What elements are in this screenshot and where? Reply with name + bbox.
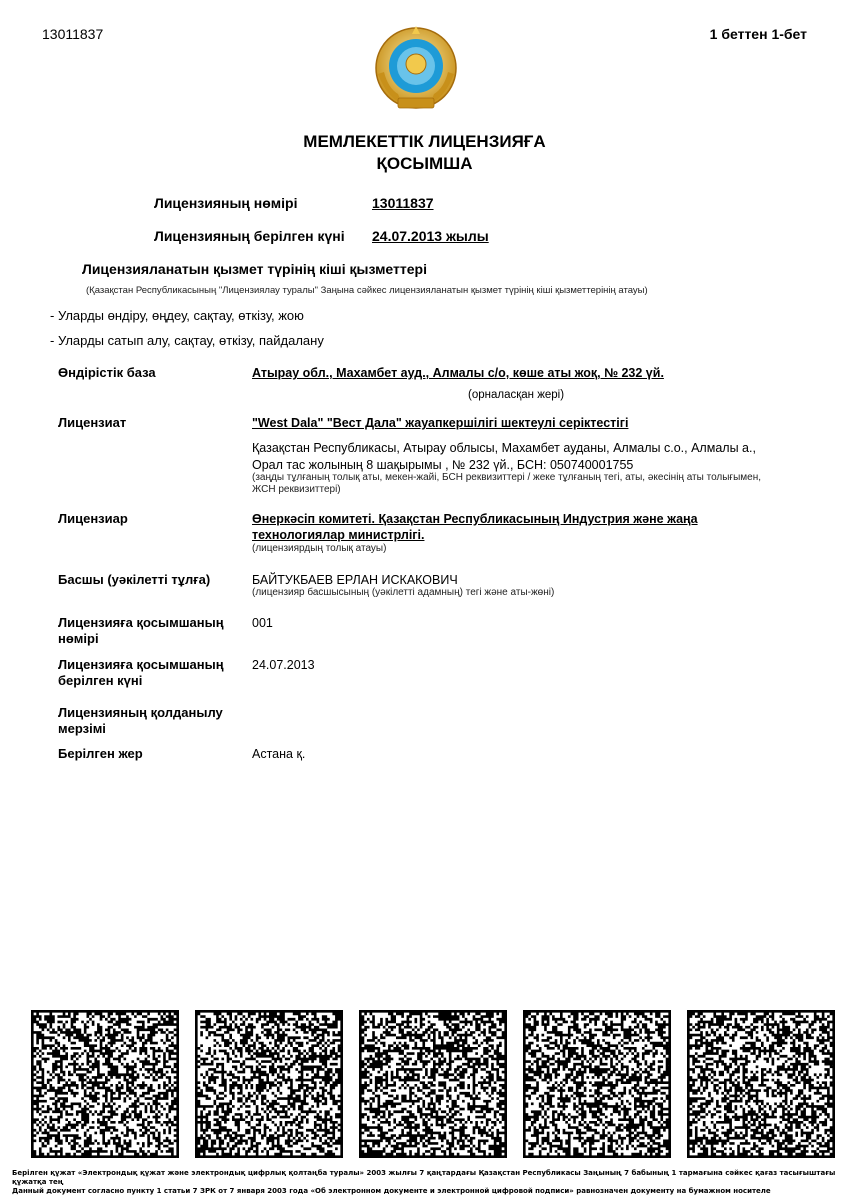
barcode-2-icon (195, 1010, 343, 1158)
licensee-address-line-1: Қазақстан Республикасы, Атырау облысы, Махамбет ауданы, Алмалы с.о., Алмалы а., (252, 441, 756, 455)
barcode-3-icon (359, 1010, 507, 1158)
license-date-label: Лицензияның берілген күні (154, 228, 345, 244)
licensee-address-line-2: Орал тас жолының 8 шақырымы , № 232 үй., БСН: 050740001755 (252, 458, 634, 472)
annex-date-label: Лицензияға қосымшаның берілген күні (58, 657, 224, 688)
licensee-name: "West Dala" "Вест Дала" жауапкершілігі шектеулі серіктестігі (252, 416, 629, 430)
place-label: Берілген жер (58, 746, 143, 761)
licensee-label: Лицензиат (58, 415, 127, 430)
footer-line-2: Данный документ согласно пункту 1 статьи 7 ЗРК от 7 января 2003 года «Об электронном документе и электронной цифровой подписи» равнозначен документу на бумажном носителе (12, 1187, 771, 1195)
head-label: Басшы (уәкілетті тұлға) (58, 572, 211, 587)
annex-date-value: 24.07.2013 (252, 658, 315, 672)
barcode-modules (687, 1010, 835, 1158)
title-line-1: МЕМЛЕКЕТТІК ЛИЦЕНЗИЯҒА (303, 132, 546, 151)
page-indicator: 1 беттен 1-бет (709, 26, 807, 42)
subservice-item: - Уларды өндіру, өңдеу, сақтау, өткізу, жою (50, 308, 304, 323)
license-number-label: Лицензияның нөмірі (154, 195, 298, 211)
head-note: (лицензияр басшысының (уәкілетті адамның) тегі және аты-жөні) (252, 587, 555, 598)
page-title (0, 131, 849, 175)
place-value: Астана қ. (252, 747, 306, 761)
production-base-note: (орналасқан жері) (468, 389, 565, 401)
production-base-label: Өндірістік база (58, 365, 156, 380)
licensor-note: (лицензиярдың толық атауы) (252, 543, 387, 554)
document-number: 13011837 (42, 26, 104, 42)
legal-footer (12, 1169, 837, 1196)
license-number-value: 13011837 (372, 195, 434, 211)
barcode-modules (523, 1010, 671, 1158)
footer-line-1: Берілген құжат «Электрондық құжат және электрондық цифрлық қолтаңба туралы» 2003 жылғы 7 қаңтардағы Қазақстан Республикасы Заңының 7 бабының 1 тармағына сәйкес қағаз тасығыштағы құжатқа тең (12, 1169, 836, 1186)
head-value: БАЙТУКБАЕВ ЕРЛАН ИСКАКОВИЧ (252, 573, 458, 587)
subservices-note: (Қазақстан Республикасының "Лицензиялау туралы" Заңына сәйкес лицензияланатын қызмет түрінің кіші қызметтерінің атауы) (86, 285, 648, 296)
barcode-modules (195, 1010, 343, 1158)
licensor-label: Лицензиар (58, 511, 128, 526)
annex-number-label: Лицензияға қосымшаның нөмірі (58, 615, 224, 646)
barcode-modules (31, 1010, 179, 1158)
barcode-1-icon (31, 1010, 179, 1158)
licensor-value: Өнеркәсіп комитеті. Қазақстан Республикасының Индустрия және жаңа технологиялар министрлігі. (252, 512, 698, 542)
annex-number-value: 001 (252, 616, 273, 630)
license-date-value: 24.07.2013 жылы (372, 228, 489, 244)
subservices-heading: Лицензияланатын қызмет түрінің кіші қызметтері (82, 261, 427, 277)
production-base-value: Атырау обл., Махамбет ауд., Алмалы с/о, көше аты жоқ, № 232 үй. (252, 366, 664, 380)
licensee-note: (заңды тұлғаның толық аты, мекен-жайі, БСН реквизиттері / жеке тұлғаның тегі, аты, әкесінің аты толығымен, ЖСН реквизиттері) (252, 472, 762, 495)
barcode-modules (359, 1010, 507, 1158)
title-line-2: ҚОСЫМША (376, 154, 473, 173)
validity-label: Лицензияның қолданылу мерзімі (58, 705, 223, 736)
barcode-4-icon (523, 1010, 671, 1158)
subservice-item: - Уларды сатып алу, сақтау, өткізу, пайдалану (50, 333, 324, 348)
state-emblem-icon (372, 24, 460, 114)
barcode-5-icon (687, 1010, 835, 1158)
